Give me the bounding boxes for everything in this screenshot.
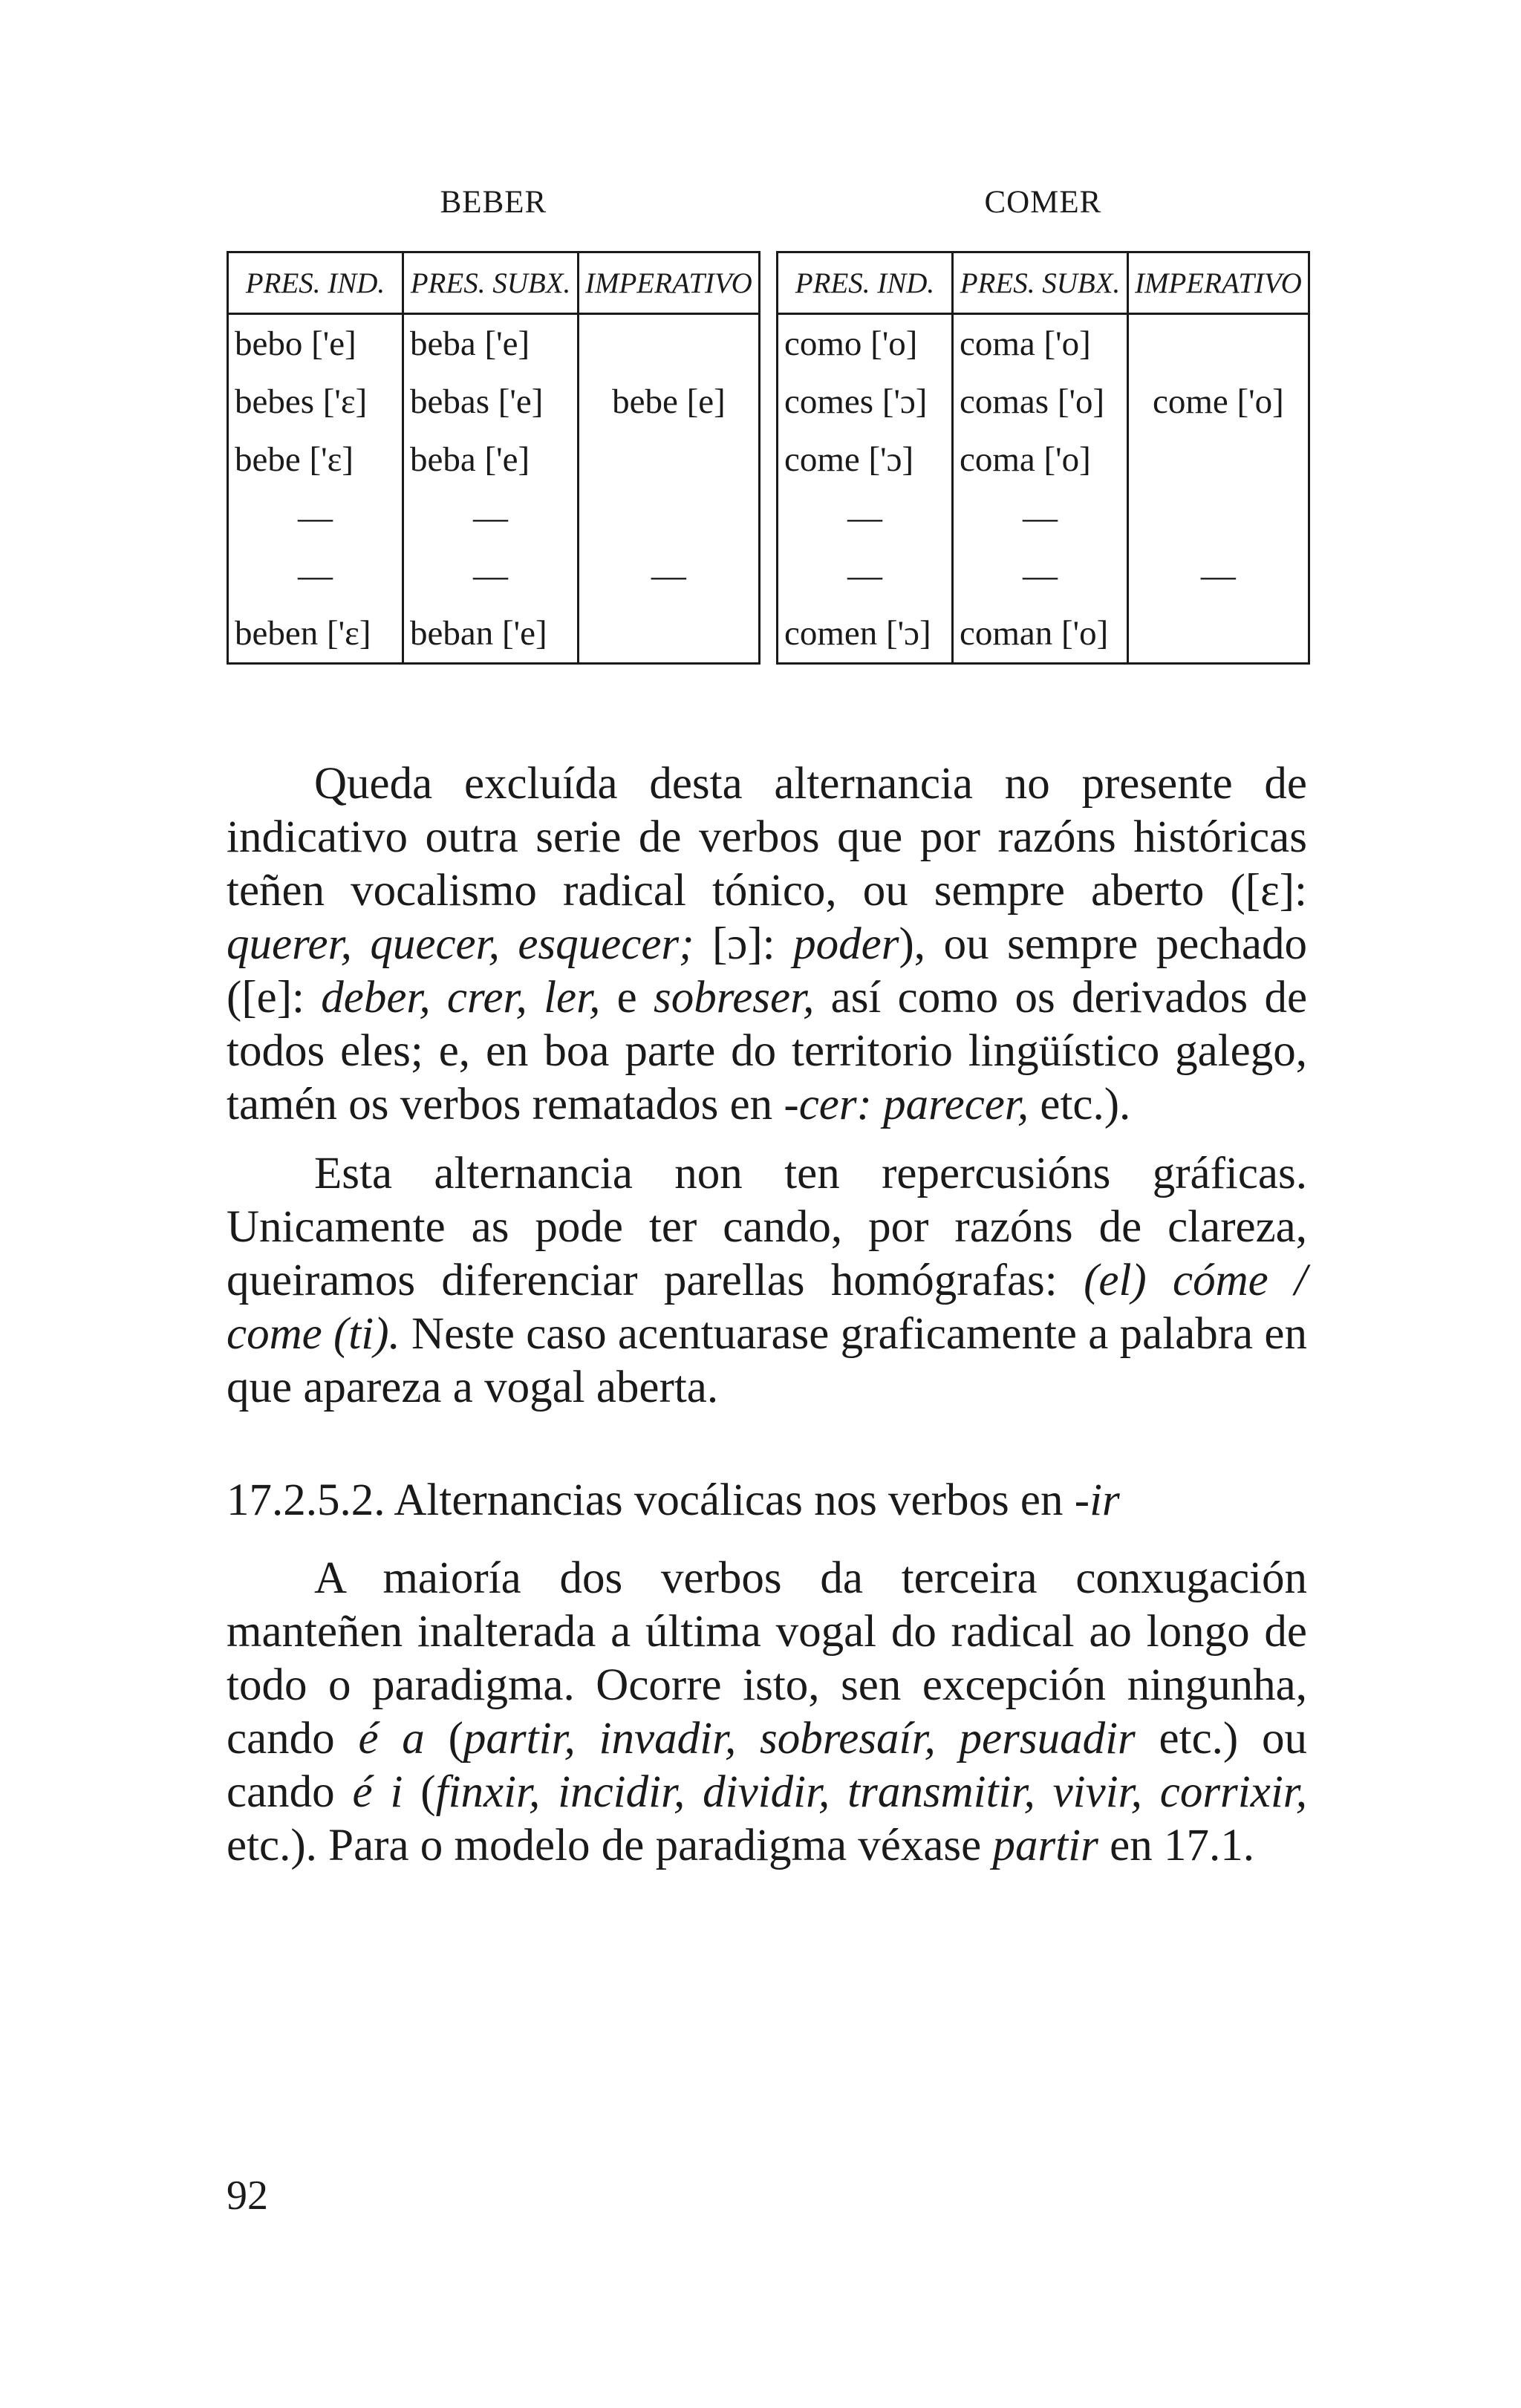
table-cell: comas ['o] bbox=[953, 373, 1128, 431]
italic-run: (el) cóme / come (ti). bbox=[227, 1256, 1307, 1359]
table-cell: bebe ['ɛ] bbox=[235, 440, 354, 479]
text-run: Esta alternancia non ten repercusións gráficas. Unicamente as pode ter cando, por razóns de clareza, queiramos diferenciar parellas homógrafas: bbox=[227, 1149, 1307, 1305]
comer-block bbox=[776, 182, 1310, 665]
table-cell: — bbox=[953, 489, 1128, 546]
page-number: 92 bbox=[227, 2173, 268, 2219]
table-cell: bebo ['e] bbox=[235, 324, 356, 363]
text-run: Queda excluída desta alternancia no presente de indicativo outra serie de verbos que por razóns históricas teñen vocalismo radical tónico, ou sempre aberto ([ɛ]: bbox=[227, 759, 1307, 916]
text-run: [ɔ]: bbox=[694, 919, 794, 969]
italic-run: poder bbox=[793, 919, 899, 969]
table-row bbox=[228, 604, 760, 664]
paragraph-graphic-repercussions bbox=[227, 1147, 1307, 1415]
table-cell: — bbox=[403, 546, 579, 604]
table-cell: beba ['e] bbox=[403, 314, 579, 373]
table-row bbox=[778, 604, 1309, 664]
section-heading bbox=[227, 1474, 1120, 1527]
comer-title: COMER bbox=[984, 185, 1102, 220]
table-row bbox=[778, 314, 1309, 373]
table-cell: bebe [e] bbox=[579, 373, 760, 431]
heading-text: 17.2.5.2. Alternancias vocálicas nos verbos en bbox=[227, 1475, 1075, 1525]
table-header-row bbox=[778, 252, 1309, 314]
column-header: PRES. IND. bbox=[778, 252, 953, 314]
italic-run: é a bbox=[358, 1714, 425, 1763]
column-header: IMPERATIVO bbox=[579, 252, 760, 314]
table-cell: coma ['o] bbox=[953, 314, 1128, 373]
italic-run: finxir, incidir, dividir, transmitir, vivir, corrixir, bbox=[435, 1767, 1307, 1817]
table-cell: como ['o] bbox=[784, 324, 918, 363]
table-cell: beben ['ɛ] bbox=[235, 614, 371, 653]
column-header: PRES. SUBX. bbox=[403, 252, 579, 314]
table-row bbox=[228, 546, 760, 604]
italic-run: deber, crer, ler, bbox=[321, 973, 601, 1022]
table-cell: come ['o] bbox=[1128, 373, 1309, 431]
table-cell bbox=[579, 604, 760, 664]
table-row bbox=[778, 373, 1309, 431]
heading-italic: -ir bbox=[1074, 1475, 1120, 1525]
text-run: Neste caso acentuarase graficamente a palabra en que apareza a vogal aberta. bbox=[227, 1309, 1307, 1412]
text-run: e bbox=[600, 973, 654, 1022]
beber-table bbox=[227, 251, 760, 665]
table-cell bbox=[579, 431, 760, 489]
beber-block bbox=[227, 182, 760, 665]
italic-run: partir bbox=[992, 1821, 1098, 1870]
table-row bbox=[778, 431, 1309, 489]
comer-table bbox=[776, 251, 1310, 665]
table-cell bbox=[579, 489, 760, 546]
italic-run: sobreser, bbox=[653, 973, 815, 1022]
table-cell bbox=[579, 314, 760, 373]
table-cell: comes ['ɔ] bbox=[784, 382, 928, 421]
table-cell: — bbox=[579, 546, 760, 604]
table-cell bbox=[1128, 431, 1309, 489]
text-run: etc.) ou cando bbox=[227, 1714, 1307, 1817]
column-header: IMPERATIVO bbox=[1128, 252, 1309, 314]
table-cell: coman ['o] bbox=[953, 604, 1128, 664]
italic-run: partir, invadir, sobresaír, persuadir bbox=[463, 1714, 1136, 1763]
text-run: así como os derivados de todos eles; e, en boa parte do territorio lingüístico galego, tamén os verbos rematados en bbox=[227, 973, 1308, 1129]
column-header: PRES. IND. bbox=[228, 252, 403, 314]
text-run: etc.). Para o modelo de paradigma véxase bbox=[227, 1821, 993, 1870]
table-cell bbox=[1128, 604, 1309, 664]
beber-title: BEBER bbox=[440, 185, 547, 220]
table-row bbox=[228, 314, 760, 373]
table-cell: bebes ['ɛ] bbox=[235, 382, 368, 421]
table-header-row bbox=[228, 252, 760, 314]
table-cell bbox=[1128, 489, 1309, 546]
table-row bbox=[228, 431, 760, 489]
table-cell: — bbox=[847, 556, 882, 595]
text-run: A maioría dos verbos da terceira conxugación manteñen inalterada a última vogal do radical ao longo de todo o paradigma. Ocorre isto, sen excepción ningunha, cando bbox=[227, 1553, 1307, 1763]
text-run: etc.). bbox=[1029, 1080, 1131, 1129]
italic-run: querer, quecer, esquecer; bbox=[227, 919, 694, 969]
paragraph-third-conjugation bbox=[227, 1552, 1307, 1873]
table-cell: beban ['e] bbox=[403, 604, 579, 664]
table-cell: — bbox=[403, 489, 579, 546]
table-cell: comen ['ɔ] bbox=[784, 614, 931, 653]
italic-run: é i bbox=[352, 1767, 403, 1817]
table-cell: — bbox=[298, 556, 333, 595]
table-cell: — bbox=[953, 546, 1128, 604]
table-cell: coma ['o] bbox=[953, 431, 1128, 489]
table-cell: — bbox=[847, 498, 882, 537]
table-cell: — bbox=[298, 498, 333, 537]
column-header: PRES. SUBX. bbox=[953, 252, 1128, 314]
table-cell: — bbox=[1128, 546, 1309, 604]
table-cell: beba ['e] bbox=[403, 431, 579, 489]
table-row bbox=[778, 489, 1309, 546]
table-row bbox=[778, 546, 1309, 604]
table-row bbox=[228, 489, 760, 546]
text-run: ( bbox=[424, 1714, 463, 1763]
italic-run: -cer: parecer, bbox=[784, 1080, 1029, 1129]
text-run: en 17.1. bbox=[1098, 1821, 1254, 1870]
table-cell: bebas ['e] bbox=[403, 373, 579, 431]
paragraph-excluded-verbs bbox=[227, 757, 1307, 1132]
table-cell: come ['ɔ] bbox=[784, 440, 914, 479]
text-run: ), ou sempre pechado ([e]: bbox=[227, 919, 1307, 1022]
text-run: ( bbox=[403, 1767, 436, 1817]
table-cell bbox=[1128, 314, 1309, 373]
table-row bbox=[228, 373, 760, 431]
